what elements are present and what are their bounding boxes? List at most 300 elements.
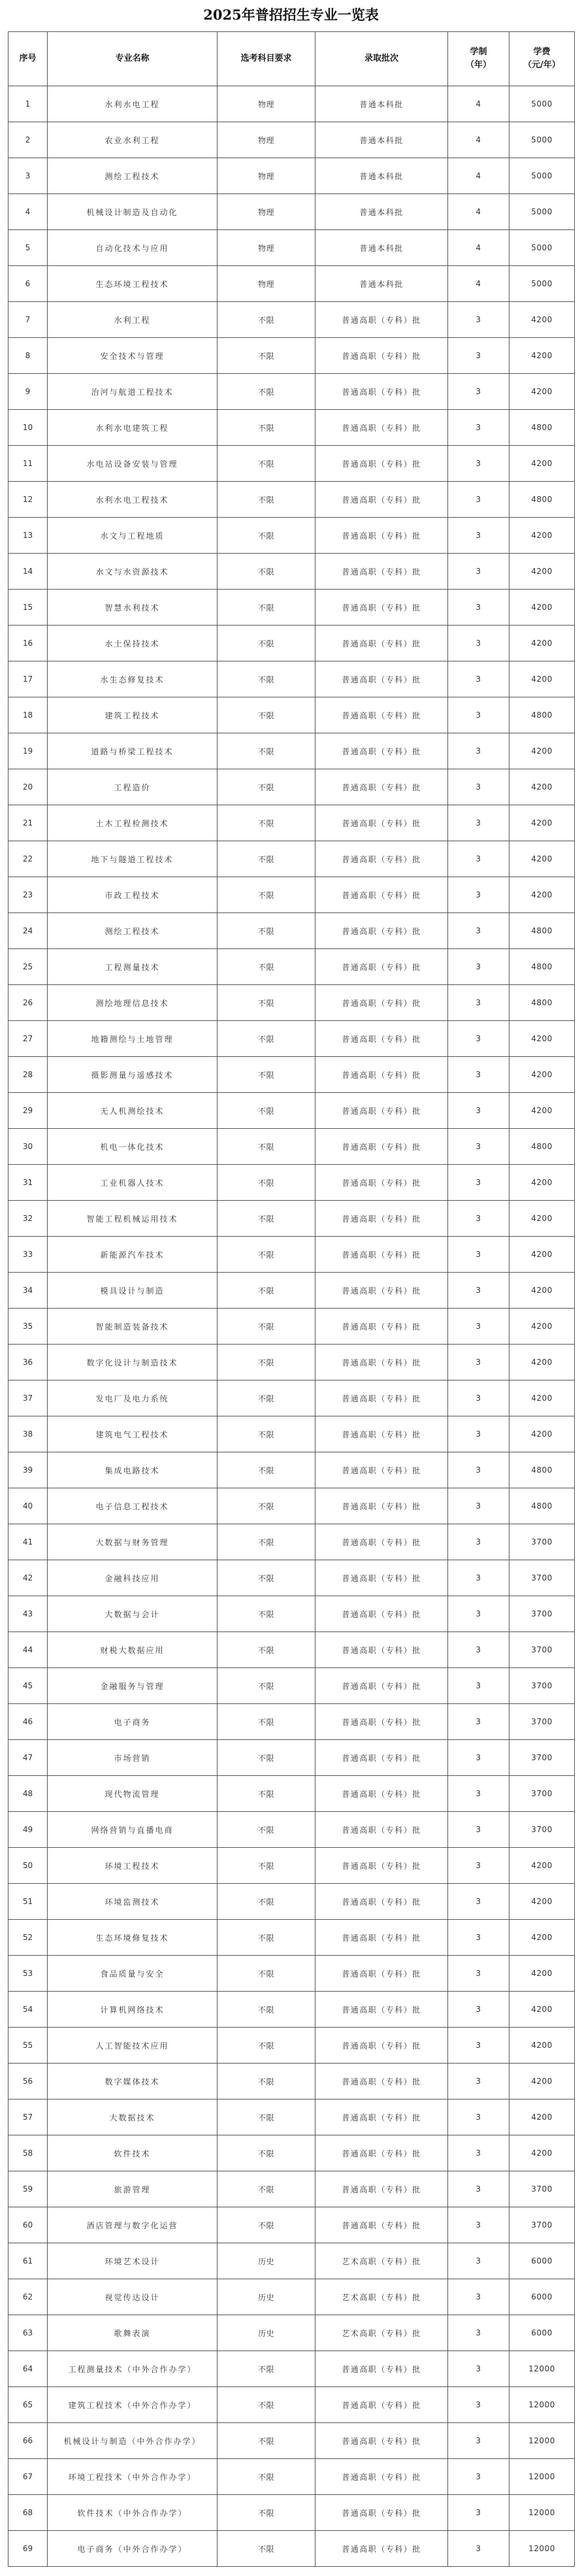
cell-years: 3 <box>448 2135 509 2171</box>
cell-years: 3 <box>448 1129 509 1165</box>
cell-no: 35 <box>8 1309 48 1345</box>
cell-batch: 普通高职（专科）批 <box>315 518 448 554</box>
cell-batch: 普通高职（专科）批 <box>315 1345 448 1380</box>
cell-years: 3 <box>448 1596 509 1632</box>
cell-years: 3 <box>448 2028 509 2064</box>
cell-batch: 普通高职（专科）批 <box>315 1704 448 1740</box>
cell-years: 3 <box>448 1740 509 1776</box>
table-row <box>8 697 575 733</box>
cell-fee: 4200 <box>509 1057 575 1093</box>
cell-years: 3 <box>448 1488 509 1524</box>
cell-no: 36 <box>8 1345 48 1380</box>
cell-subject: 不限 <box>218 985 315 1021</box>
cell-subject: 不限 <box>218 1273 315 1309</box>
cell-batch: 普通高职（专科）批 <box>315 1560 448 1596</box>
cell-years: 3 <box>448 913 509 949</box>
cell-no: 39 <box>8 1452 48 1488</box>
table-row <box>8 913 575 949</box>
cell-batch: 普通高职（专科）批 <box>315 2028 448 2064</box>
table-row <box>8 1920 575 1956</box>
cell-subject: 不限 <box>218 1920 315 1956</box>
cell-name: 无人机测绘技术 <box>48 1093 218 1129</box>
cell-batch: 普通高职（专科）批 <box>315 841 448 877</box>
cell-no: 28 <box>8 1057 48 1093</box>
cell-fee: 4200 <box>509 1273 575 1309</box>
cell-no: 68 <box>8 2495 48 2531</box>
cell-years: 3 <box>448 2387 509 2423</box>
cell-subject: 不限 <box>218 949 315 985</box>
cell-no: 9 <box>8 374 48 410</box>
cell-name: 新能源汽车技术 <box>48 1237 218 1273</box>
cell-name: 建筑工程技术（中外合作办学） <box>48 2387 218 2423</box>
cell-fee: 4200 <box>509 1021 575 1057</box>
cell-no: 7 <box>8 302 48 338</box>
cell-batch: 普通高职（专科）批 <box>315 2495 448 2531</box>
cell-fee: 4200 <box>509 733 575 769</box>
table-row <box>8 2099 575 2135</box>
cell-fee: 4800 <box>509 949 575 985</box>
cell-name: 机械设计与制造（中外合作办学） <box>48 2423 218 2459</box>
cell-subject: 不限 <box>218 1021 315 1057</box>
cell-subject: 不限 <box>218 302 315 338</box>
table-body <box>8 86 575 2567</box>
cell-fee: 4200 <box>509 374 575 410</box>
cell-batch: 普通本科批 <box>315 266 448 302</box>
header-years-line1: 学制 <box>470 47 487 57</box>
cell-name: 大数据技术 <box>48 2099 218 2135</box>
cell-no: 1 <box>8 86 48 122</box>
cell-batch: 普通高职（专科）批 <box>315 1093 448 1129</box>
cell-no: 65 <box>8 2387 48 2423</box>
cell-subject: 不限 <box>218 374 315 410</box>
cell-name: 水文与水资源技术 <box>48 554 218 590</box>
cell-batch: 普通高职（专科）批 <box>315 1596 448 1632</box>
cell-years: 3 <box>448 805 509 841</box>
cell-batch: 普通高职（专科）批 <box>315 2531 448 2567</box>
cell-subject: 不限 <box>218 446 315 482</box>
cell-subject: 不限 <box>218 1237 315 1273</box>
cell-no: 4 <box>8 194 48 230</box>
cell-fee: 12000 <box>509 2423 575 2459</box>
table-row <box>8 2423 575 2459</box>
table-row <box>8 266 575 302</box>
cell-subject: 不限 <box>218 2207 315 2243</box>
cell-subject: 不限 <box>218 805 315 841</box>
header-years <box>448 32 509 86</box>
cell-batch: 普通本科批 <box>315 158 448 194</box>
cell-fee: 4200 <box>509 1093 575 1129</box>
cell-batch: 普通高职（专科）批 <box>315 1273 448 1309</box>
cell-no: 64 <box>8 2351 48 2387</box>
cell-no: 50 <box>8 1848 48 1884</box>
cell-subject: 不限 <box>218 841 315 877</box>
cell-name: 测绘地理信息技术 <box>48 985 218 1021</box>
table-row <box>8 446 575 482</box>
cell-fee: 4200 <box>509 2135 575 2171</box>
cell-batch: 普通高职（专科）批 <box>315 1776 448 1812</box>
cell-years: 3 <box>448 2171 509 2207</box>
cell-name: 视觉传达设计 <box>48 2279 218 2315</box>
cell-years: 4 <box>448 194 509 230</box>
cell-subject: 物理 <box>218 266 315 302</box>
cell-batch: 普通高职（专科）批 <box>315 1956 448 1992</box>
cell-fee: 4800 <box>509 985 575 1021</box>
table-row <box>8 518 575 554</box>
cell-fee: 4800 <box>509 913 575 949</box>
cell-batch: 普通高职（专科）批 <box>315 2099 448 2135</box>
cell-fee: 4200 <box>509 2064 575 2099</box>
cell-batch: 普通高职（专科）批 <box>315 482 448 518</box>
cell-years: 3 <box>448 374 509 410</box>
cell-name: 集成电路技术 <box>48 1452 218 1488</box>
cell-fee: 4200 <box>509 1884 575 1920</box>
cell-fee: 12000 <box>509 2351 575 2387</box>
table-row <box>8 769 575 805</box>
table-row <box>8 2495 575 2531</box>
cell-batch: 普通高职（专科）批 <box>315 1524 448 1560</box>
cell-years: 4 <box>448 230 509 266</box>
table-row <box>8 1884 575 1920</box>
table-row <box>8 1632 575 1668</box>
cell-name: 水生态修复技术 <box>48 661 218 697</box>
cell-fee: 3700 <box>509 1740 575 1776</box>
cell-no: 25 <box>8 949 48 985</box>
cell-years: 3 <box>448 1992 509 2028</box>
cell-name: 水文与工程地质 <box>48 518 218 554</box>
cell-years: 3 <box>448 2459 509 2495</box>
cell-fee: 4200 <box>509 1992 575 2028</box>
cell-fee: 4200 <box>509 805 575 841</box>
cell-name: 计算机网络技术 <box>48 1992 218 2028</box>
cell-years: 3 <box>448 877 509 913</box>
cell-fee: 3700 <box>509 1560 575 1596</box>
cell-years: 3 <box>448 841 509 877</box>
table-row <box>8 1956 575 1992</box>
table-row <box>8 985 575 1021</box>
page-title: 2025年普招招生专业一览表 <box>203 7 379 23</box>
majors-table <box>8 31 575 2567</box>
cell-name: 电子信息工程技术 <box>48 1488 218 1524</box>
cell-fee: 3700 <box>509 1632 575 1668</box>
cell-years: 3 <box>448 1345 509 1380</box>
table-row <box>8 1273 575 1309</box>
cell-fee: 4200 <box>509 302 575 338</box>
cell-no: 60 <box>8 2207 48 2243</box>
cell-name: 工业机器人技术 <box>48 1165 218 1201</box>
cell-subject: 不限 <box>218 1560 315 1596</box>
cell-subject: 不限 <box>218 661 315 697</box>
cell-years: 3 <box>448 1452 509 1488</box>
cell-fee: 4200 <box>509 1309 575 1345</box>
cell-batch: 普通高职（专科）批 <box>315 1165 448 1201</box>
table-row <box>8 1488 575 1524</box>
cell-no: 20 <box>8 769 48 805</box>
cell-batch: 普通高职（专科）批 <box>315 1309 448 1345</box>
cell-years: 3 <box>448 338 509 374</box>
cell-years: 3 <box>448 1524 509 1560</box>
cell-fee: 12000 <box>509 2495 575 2531</box>
cell-name: 治河与航道工程技术 <box>48 374 218 410</box>
cell-batch: 普通高职（专科）批 <box>315 2459 448 2495</box>
cell-name: 市场营销 <box>48 1740 218 1776</box>
cell-no: 42 <box>8 1560 48 1596</box>
header-subject: 选考科目要求 <box>218 32 315 86</box>
cell-batch: 普通高职（专科）批 <box>315 985 448 1021</box>
cell-no: 34 <box>8 1273 48 1309</box>
cell-years: 3 <box>448 1560 509 1596</box>
cell-subject: 不限 <box>218 1740 315 1776</box>
cell-no: 12 <box>8 482 48 518</box>
cell-name: 工程测量技术 <box>48 949 218 985</box>
cell-years: 3 <box>448 1380 509 1416</box>
cell-no: 32 <box>8 1201 48 1237</box>
cell-name: 地籍测绘与土地管理 <box>48 1021 218 1057</box>
cell-batch: 艺术高职（专科）批 <box>315 2279 448 2315</box>
cell-fee: 12000 <box>509 2459 575 2495</box>
cell-subject: 历史 <box>218 2315 315 2351</box>
cell-no: 55 <box>8 2028 48 2064</box>
cell-batch: 普通高职（专科）批 <box>315 1632 448 1668</box>
header-row <box>8 32 575 86</box>
cell-years: 3 <box>448 1812 509 1848</box>
cell-batch: 普通高职（专科）批 <box>315 626 448 661</box>
cell-years: 3 <box>448 949 509 985</box>
table-row <box>8 2315 575 2351</box>
cell-batch: 普通高职（专科）批 <box>315 302 448 338</box>
cell-years: 3 <box>448 1416 509 1452</box>
cell-subject: 不限 <box>218 1884 315 1920</box>
cell-years: 3 <box>448 1920 509 1956</box>
table-row <box>8 2351 575 2387</box>
cell-subject: 不限 <box>218 1165 315 1201</box>
table-row <box>8 1452 575 1488</box>
cell-years: 4 <box>448 158 509 194</box>
cell-years: 3 <box>448 1309 509 1345</box>
cell-subject: 不限 <box>218 1488 315 1524</box>
cell-name: 发电厂及电力系统 <box>48 1380 218 1416</box>
cell-fee: 4200 <box>509 1380 575 1416</box>
table-row <box>8 626 575 661</box>
cell-name: 建筑电气工程技术 <box>48 1416 218 1452</box>
table-row <box>8 1380 575 1416</box>
cell-years: 3 <box>448 2315 509 2351</box>
cell-subject: 不限 <box>218 877 315 913</box>
cell-no: 30 <box>8 1129 48 1165</box>
cell-batch: 普通高职（专科）批 <box>315 1812 448 1848</box>
cell-years: 3 <box>448 1668 509 1704</box>
cell-name: 财税大数据应用 <box>48 1632 218 1668</box>
cell-years: 3 <box>448 1884 509 1920</box>
cell-subject: 不限 <box>218 1776 315 1812</box>
cell-name: 智能工程机械运用技术 <box>48 1201 218 1237</box>
cell-subject: 不限 <box>218 1201 315 1237</box>
cell-subject: 不限 <box>218 769 315 805</box>
cell-subject: 不限 <box>218 1452 315 1488</box>
cell-name: 大数据与财务管理 <box>48 1524 218 1560</box>
cell-years: 3 <box>448 2351 509 2387</box>
cell-years: 4 <box>448 122 509 158</box>
cell-name: 数字化设计与制造技术 <box>48 1345 218 1380</box>
table-row <box>8 1560 575 1596</box>
cell-fee: 3700 <box>509 2171 575 2207</box>
cell-years: 3 <box>448 590 509 626</box>
cell-batch: 普通高职（专科）批 <box>315 1488 448 1524</box>
cell-name: 软件技术 <box>48 2135 218 2171</box>
table-row <box>8 2064 575 2099</box>
cell-fee: 4200 <box>509 1201 575 1237</box>
cell-batch: 普通本科批 <box>315 230 448 266</box>
cell-name: 土木工程检测技术 <box>48 805 218 841</box>
cell-no: 44 <box>8 1632 48 1668</box>
cell-no: 31 <box>8 1165 48 1201</box>
cell-fee: 4200 <box>509 769 575 805</box>
table-row <box>8 1093 575 1129</box>
cell-batch: 普通高职（专科）批 <box>315 1668 448 1704</box>
cell-years: 3 <box>448 2243 509 2279</box>
cell-years: 3 <box>448 626 509 661</box>
cell-batch: 普通高职（专科）批 <box>315 733 448 769</box>
cell-batch: 普通高职（专科）批 <box>315 1129 448 1165</box>
table-row <box>8 1668 575 1704</box>
cell-batch: 普通高职（专科）批 <box>315 877 448 913</box>
table-row <box>8 1165 575 1201</box>
cell-batch: 普通高职（专科）批 <box>315 1740 448 1776</box>
cell-name: 生态环境修复技术 <box>48 1920 218 1956</box>
cell-years: 3 <box>448 302 509 338</box>
table-row <box>8 338 575 374</box>
cell-batch: 普通高职（专科）批 <box>315 1452 448 1488</box>
cell-years: 3 <box>448 2064 509 2099</box>
cell-years: 3 <box>448 1704 509 1740</box>
cell-years: 3 <box>448 518 509 554</box>
cell-years: 3 <box>448 1776 509 1812</box>
cell-fee: 3700 <box>509 1668 575 1704</box>
cell-fee: 4800 <box>509 1488 575 1524</box>
cell-no: 8 <box>8 338 48 374</box>
cell-fee: 4200 <box>509 1920 575 1956</box>
cell-no: 21 <box>8 805 48 841</box>
cell-batch: 普通高职（专科）批 <box>315 1416 448 1452</box>
table-row <box>8 1201 575 1237</box>
cell-batch: 普通高职（专科）批 <box>315 661 448 697</box>
cell-batch: 普通高职（专科）批 <box>315 2064 448 2099</box>
cell-no: 23 <box>8 877 48 913</box>
cell-fee: 5000 <box>509 122 575 158</box>
table-row <box>8 1596 575 1632</box>
table-row <box>8 1021 575 1057</box>
cell-batch: 普通高职（专科）批 <box>315 590 448 626</box>
cell-subject: 物理 <box>218 86 315 122</box>
cell-subject: 不限 <box>218 1057 315 1093</box>
table-row <box>8 410 575 446</box>
cell-no: 62 <box>8 2279 48 2315</box>
cell-subject: 不限 <box>218 1704 315 1740</box>
cell-years: 4 <box>448 86 509 122</box>
cell-no: 56 <box>8 2064 48 2099</box>
table-row <box>8 302 575 338</box>
cell-fee: 4200 <box>509 626 575 661</box>
cell-batch: 普通本科批 <box>315 194 448 230</box>
cell-no: 14 <box>8 554 48 590</box>
cell-batch: 普通高职（专科）批 <box>315 805 448 841</box>
table-row <box>8 1812 575 1848</box>
cell-subject: 不限 <box>218 410 315 446</box>
cell-no: 19 <box>8 733 48 769</box>
cell-no: 58 <box>8 2135 48 2171</box>
cell-fee: 4200 <box>509 1165 575 1201</box>
table-row <box>8 1309 575 1345</box>
cell-years: 4 <box>448 266 509 302</box>
cell-no: 67 <box>8 2459 48 2495</box>
cell-no: 69 <box>8 2531 48 2567</box>
cell-years: 3 <box>448 1632 509 1668</box>
cell-subject: 不限 <box>218 1848 315 1884</box>
cell-batch: 普通高职（专科）批 <box>315 1884 448 1920</box>
table-row <box>8 1057 575 1093</box>
table-row <box>8 949 575 985</box>
cell-fee: 4800 <box>509 1129 575 1165</box>
cell-batch: 普通高职（专科）批 <box>315 2171 448 2207</box>
cell-name: 水利工程 <box>48 302 218 338</box>
cell-subject: 不限 <box>218 913 315 949</box>
cell-subject: 不限 <box>218 1992 315 2028</box>
cell-batch: 普通高职（专科）批 <box>315 769 448 805</box>
cell-fee: 6000 <box>509 2243 575 2279</box>
cell-batch: 普通高职（专科）批 <box>315 2351 448 2387</box>
cell-name: 安全技术与管理 <box>48 338 218 374</box>
cell-no: 29 <box>8 1093 48 1129</box>
cell-fee: 5000 <box>509 158 575 194</box>
cell-fee: 4200 <box>509 2028 575 2064</box>
cell-fee: 4800 <box>509 482 575 518</box>
table-row <box>8 841 575 877</box>
cell-batch: 普通高职（专科）批 <box>315 1237 448 1273</box>
cell-batch: 普通高职（专科）批 <box>315 1057 448 1093</box>
cell-name: 智慧水利技术 <box>48 590 218 626</box>
cell-years: 3 <box>448 1021 509 1057</box>
cell-years: 3 <box>448 410 509 446</box>
table-row <box>8 1524 575 1560</box>
cell-subject: 不限 <box>218 2351 315 2387</box>
cell-subject: 不限 <box>218 338 315 374</box>
cell-no: 66 <box>8 2423 48 2459</box>
cell-fee: 3700 <box>509 1704 575 1740</box>
cell-fee: 4800 <box>509 1452 575 1488</box>
cell-no: 45 <box>8 1668 48 1704</box>
cell-batch: 普通高职（专科）批 <box>315 2387 448 2423</box>
cell-name: 大数据与会计 <box>48 1596 218 1632</box>
cell-fee: 4200 <box>509 2099 575 2135</box>
cell-name: 数字媒体技术 <box>48 2064 218 2099</box>
cell-subject: 不限 <box>218 1416 315 1452</box>
table-row <box>8 661 575 697</box>
header-years-line2: （年） <box>465 60 491 70</box>
header-fee-line1: 学费 <box>533 47 551 57</box>
cell-no: 6 <box>8 266 48 302</box>
cell-no: 37 <box>8 1380 48 1416</box>
cell-name: 电子商务 <box>48 1704 218 1740</box>
table-row <box>8 554 575 590</box>
cell-no: 11 <box>8 446 48 482</box>
cell-name: 水利水电工程技术 <box>48 482 218 518</box>
table-row <box>8 122 575 158</box>
header-batch: 录取批次 <box>315 32 448 86</box>
table-row <box>8 1776 575 1812</box>
cell-batch: 普通高职（专科）批 <box>315 446 448 482</box>
cell-batch: 普通高职（专科）批 <box>315 1021 448 1057</box>
header-fee <box>509 32 575 86</box>
cell-years: 3 <box>448 1165 509 1201</box>
